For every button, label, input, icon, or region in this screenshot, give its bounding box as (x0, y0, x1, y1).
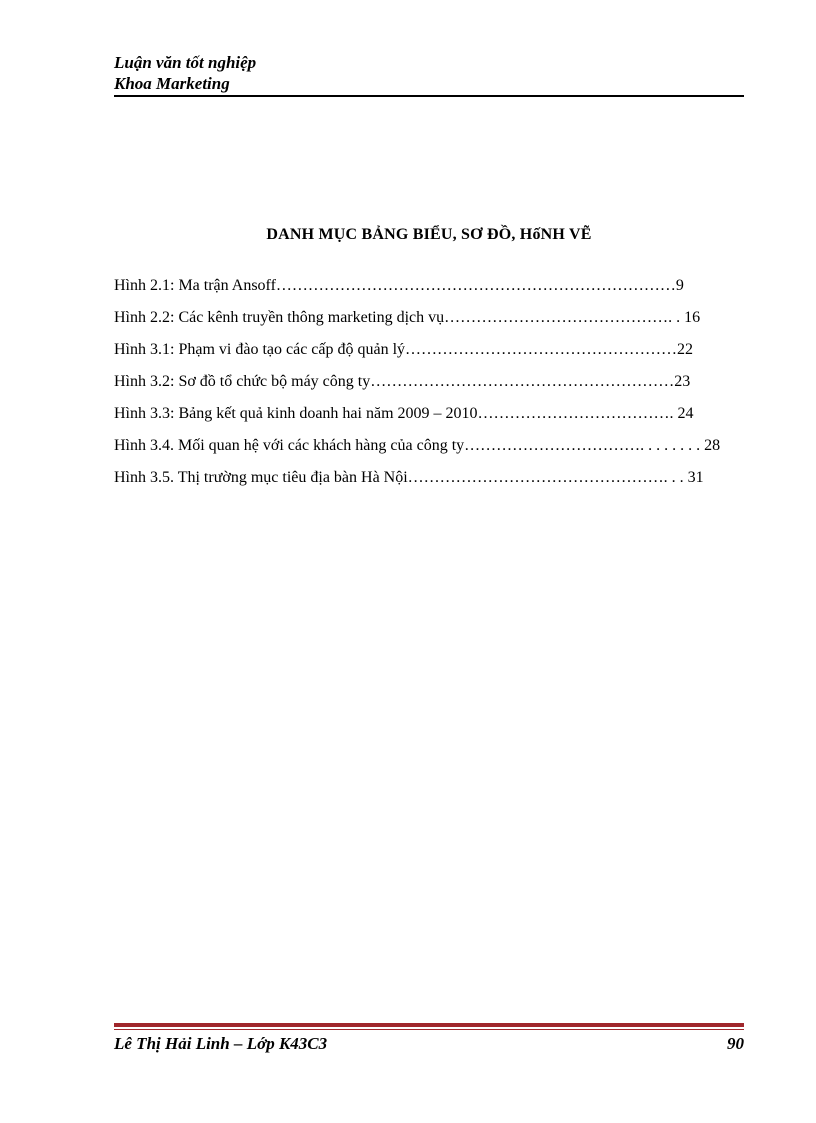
list-item (114, 334, 744, 366)
figure-list (114, 270, 744, 494)
footer-divider-thick (114, 1023, 744, 1027)
list-item (114, 302, 744, 334)
list-title: DANH MỤC BẢNG BIỂU, SƠ ĐỒ, HốNH VẼ (266, 226, 592, 243)
list-item (114, 398, 744, 430)
entry-text: Hình 2.1: Ma trận Ansoff…………………………………………………………………9 (114, 277, 684, 294)
header-thesis-label: Luận văn tốt nghiệp (114, 53, 257, 72)
page-header (114, 52, 744, 94)
entry-text: Hình 3.1: Phạm vi đào tạo các cấp độ quản lý……………………………………………22 (114, 341, 694, 358)
header-divider (114, 95, 744, 97)
list-item (114, 430, 744, 462)
footer-divider-thin (114, 1029, 744, 1030)
entry-text: Hình 3.5. Thị trường mục tiêu địa bàn Hà Nội…………………………………………. . . 31 (114, 469, 704, 486)
entry-text: Hình 3.2: Sơ đồ tổ chức bộ máy công ty…………………………………………………23 (114, 373, 691, 390)
entry-text: Hình 3.3: Bảng kết quả kinh doanh hai năm 2009 – 2010………………………………. 24 (114, 405, 694, 422)
header-faculty-label: Khoa Marketing (114, 74, 230, 93)
list-item (114, 366, 744, 398)
footer-author: Lê Thị Hải Linh – Lớp K43C3 (114, 1034, 328, 1053)
entry-text: Hình 2.2: Các kênh truyền thông marketing dịch vụ……………………………………. . 16 (114, 309, 701, 326)
list-item (114, 462, 744, 494)
page-number: 90 (727, 1034, 744, 1053)
entry-text: Hình 3.4. Mối quan hệ với các khách hàng của công ty……………………………. . . . . . . . 28 (114, 437, 721, 454)
list-item (114, 270, 744, 302)
